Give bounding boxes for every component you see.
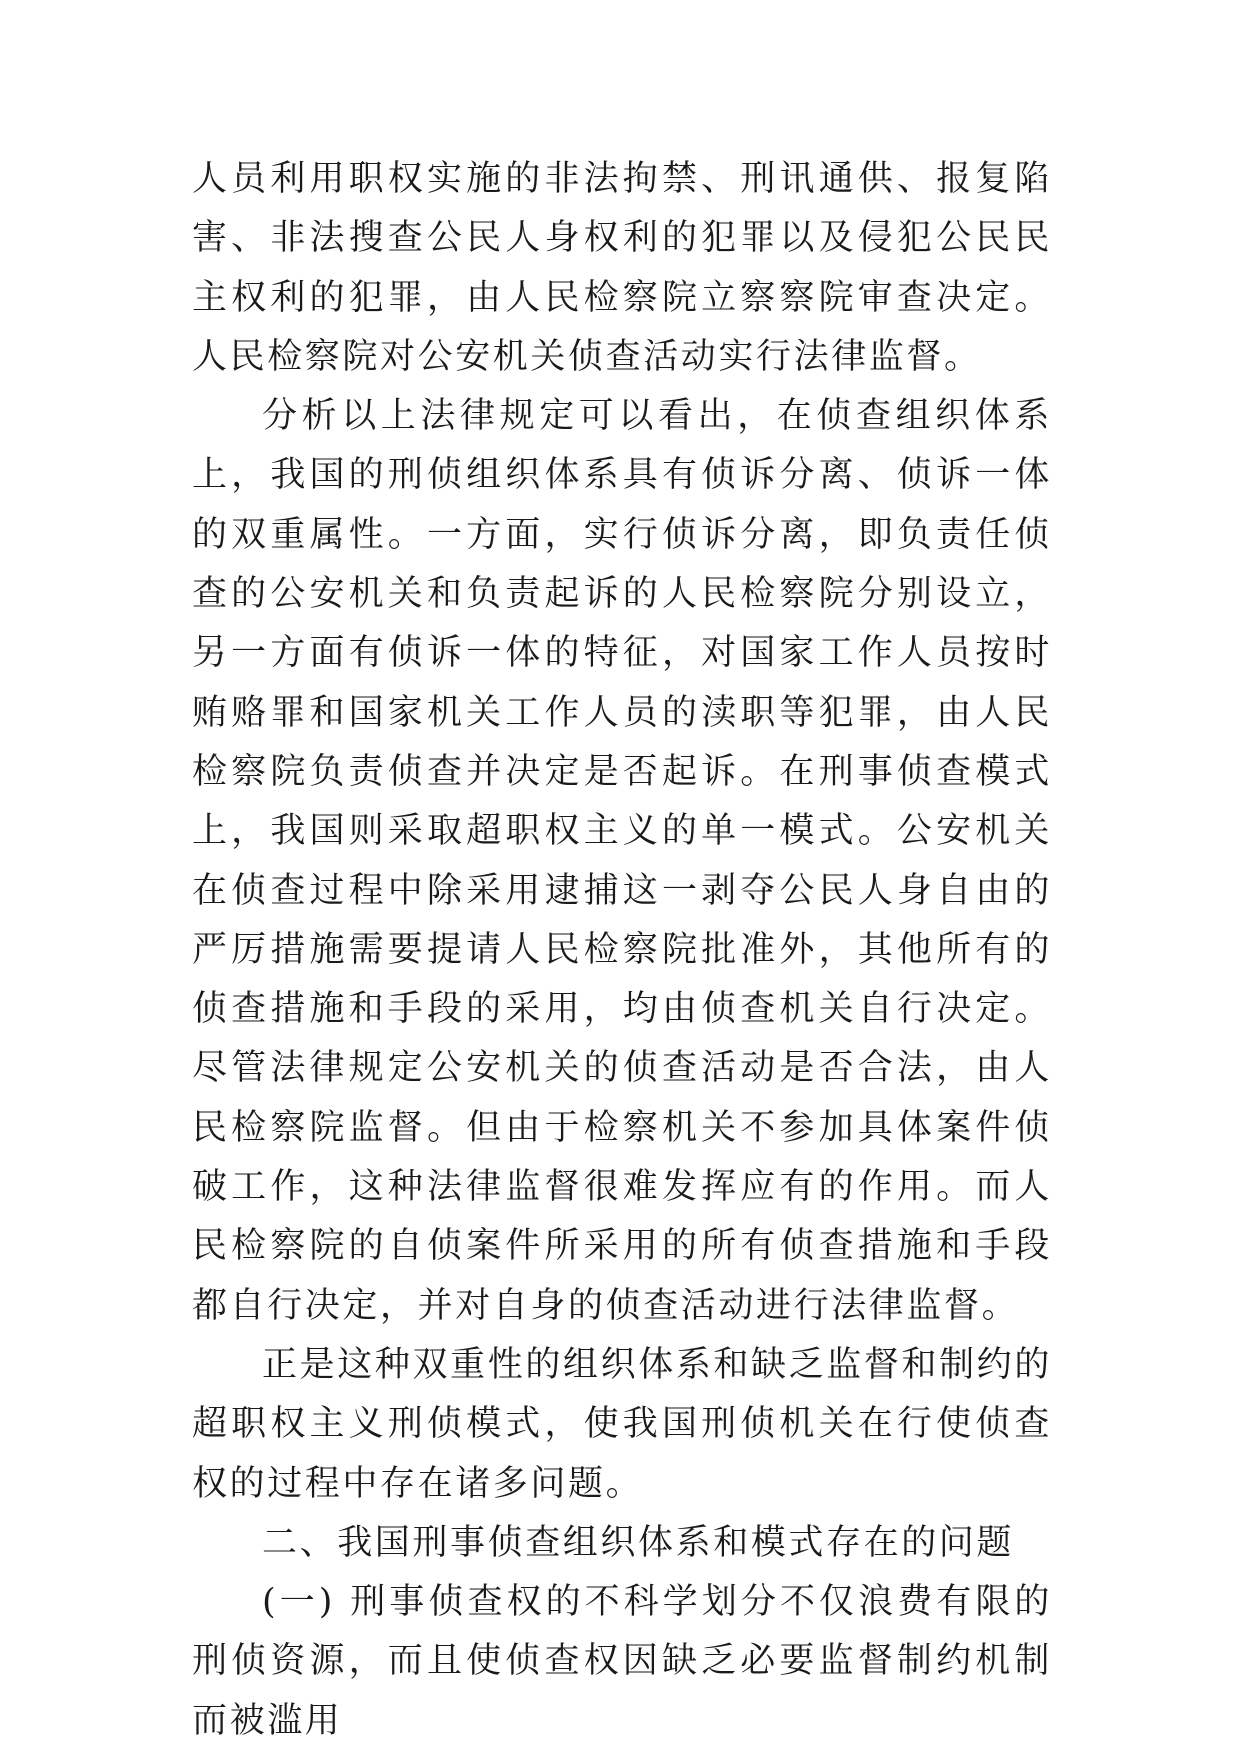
paragraph-conclusion: 正是这种双重性的组织体系和缺乏监督和制约的超职权主义刑侦模式，使我国刑侦机关在行使侦查权的过程中存在诸多问题。 [192, 1344, 1052, 1504]
paragraph-analysis: 分析以上法律规定可以看出，在侦查组织体系上，我国的刑侦组织体系具有侦诉分离、侦诉一体的双重属性。一方面，实行侦诉分离，即负责任侦查的公安机关和负责起诉的人民检察院分别设立，另一方面有侦诉一体的特征，对国家工作人员按时贿赂罪和国家机关工作人员的渎职等犯罪，由人民检察院负责侦查并决定是否起诉。在刑事侦查模式上，我国则采取超职权主义的单一模式。公安机关在侦查过程中除采用逮捕这一剥夺公民人身自由的严厉措施需要提请人民检察院批准外，其他所有的侦查措施和手段的采用，均由侦查机关自行决定。尽管法律规定公安机关的侦查活动是否合法，由人民检察院监督。但由于检察机关不参加具体案件侦破工作，这种法律监督很难发挥应有的作用。而人民检察院的自侦案件所采用的所有侦查措施和手段都自行决定，并对自身的侦查活动进行法律监督。 [192, 396, 1052, 1326]
paragraph-continuation: 人员利用职权实施的非法拘禁、刑讯通供、报复陷害、非法搜查公民人身权利的犯罪以及侵犯公民民主权利的犯罪，由人民检察院立察察院审查决定。人民检察院对公安机关侦查活动实行法律监督。 [192, 159, 1052, 377]
document-body [192, 150, 1052, 1751]
subsection-heading: (一) 刑事侦查权的不科学划分不仅浪费有限的刑侦资源，而且使侦查权因缺乏必要监督制约机制而被滥用 [192, 1582, 1052, 1741]
section-heading: 二、我国刑事侦查组织体系和模式存在的问题 [262, 1522, 1015, 1563]
